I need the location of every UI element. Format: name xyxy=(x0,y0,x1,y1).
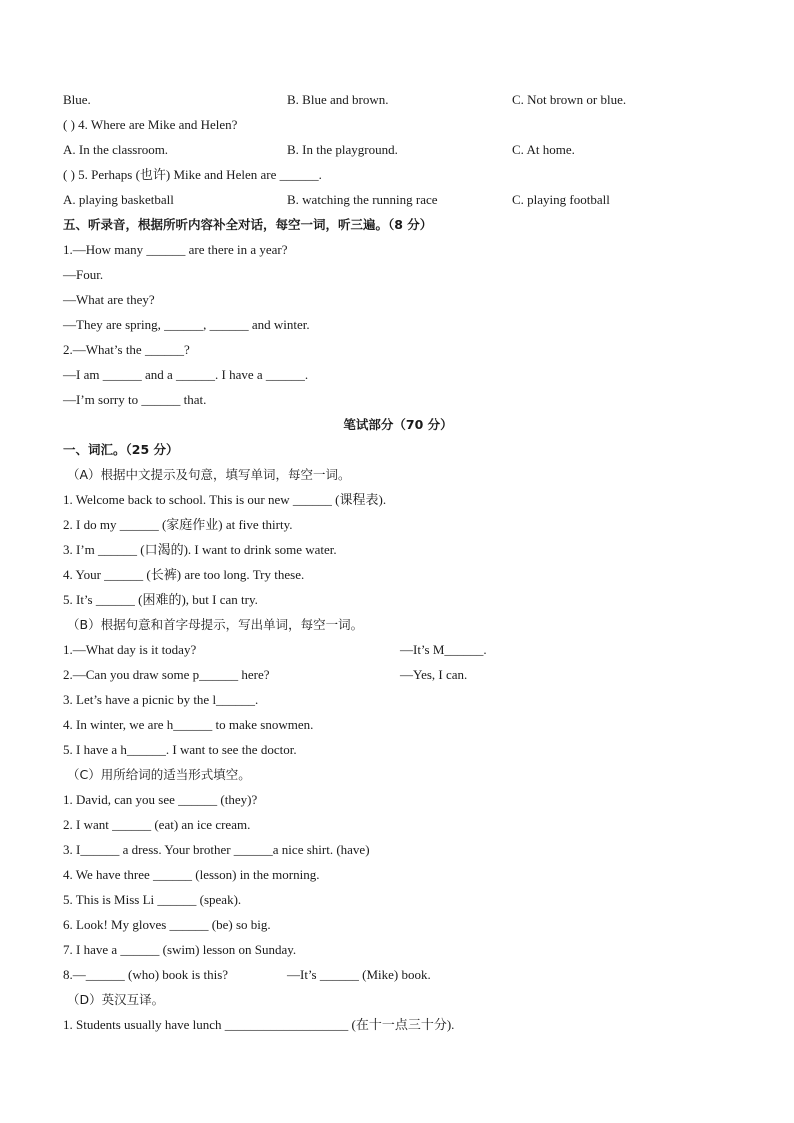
dialog-line: —Four. xyxy=(63,267,104,282)
part-a-title: （A）根据中文提示及句意，填写单词，每空一词。 xyxy=(67,467,351,482)
part-c-title: （C）用所给词的适当形式填空。 xyxy=(67,767,251,782)
part-c-item: 3. I______ a dress. Your brother ______a nice shirt. (have) xyxy=(63,842,370,857)
option-a: A. In the classroom. xyxy=(63,142,169,157)
written-part-title: 笔试部分（70 分） xyxy=(343,417,453,432)
dialog-line: —They are spring, ______, ______ and winter. xyxy=(63,317,310,332)
part-a-item: 5. It’s ______ (困难的), but I can try. xyxy=(63,592,258,607)
part-b-item-1 xyxy=(63,637,733,662)
option-a: Blue. xyxy=(63,92,91,107)
part-b-item: 3. Let’s have a picnic by the l______. xyxy=(63,692,259,707)
dialog-line: 1.—How many ______ are there in a year? xyxy=(63,242,288,257)
part-c-item: 6. Look! My gloves ______ (be) so big. xyxy=(63,917,271,932)
option-b: B. Blue and brown. xyxy=(287,92,389,107)
part-a-item: 3. I’m ______ (口渴的). I want to drink some water. xyxy=(63,542,337,557)
answer-text: —It’s ______ (Mike) book. xyxy=(287,967,431,982)
part-c-item: 5. This is Miss Li ______ (speak). xyxy=(63,892,242,907)
part-b-item: 5. I have a h______. I want to see the doctor. xyxy=(63,742,297,757)
option-c: C. At home. xyxy=(512,142,575,157)
dialog-line: —What are they? xyxy=(63,292,155,307)
answer-text: —Yes, I can. xyxy=(400,667,468,682)
part-c-item: 7. I have a ______ (swim) lesson on Sunday. xyxy=(63,942,297,957)
q4-options xyxy=(63,137,733,162)
dialog-line: —I am ______ and a ______. I have a ______. xyxy=(63,367,309,382)
section-5-title: 五、听录音，根据所听内容补全对话，每空一词，听三遍。（8 分） xyxy=(63,217,433,232)
part-b-item-2 xyxy=(63,662,733,687)
part-a-item: 2. I do my ______ (家庭作业) at five thirty. xyxy=(63,517,293,532)
question-5: ( ) 5. Perhaps (也许) Mike and Helen are ______. xyxy=(63,167,322,182)
part-d-item: 1. Students usually have lunch ___________________ (在十一点三十分). xyxy=(63,1017,455,1032)
q3-options xyxy=(63,87,733,112)
option-c: C. playing football xyxy=(512,192,610,207)
vocab-section-title: 一、词汇。（25 分） xyxy=(63,442,179,457)
dialog-line: 2.—What’s the ______? xyxy=(63,342,190,357)
part-d-title: （D）英汉互译。 xyxy=(67,992,165,1007)
option-b: B. In the playground. xyxy=(287,142,398,157)
dialog-line: —I’m sorry to ______ that. xyxy=(63,392,207,407)
part-c-item: 2. I want ______ (eat) an ice cream. xyxy=(63,817,251,832)
question-text: 8.—______ (who) book is this? xyxy=(63,967,229,982)
part-a-item: 1. Welcome back to school. This is our new ______ (课程表). xyxy=(63,492,387,507)
part-b-item: 4. In winter, we are h______ to make snowmen. xyxy=(63,717,314,732)
question-text: 2.—Can you draw some p______ here? xyxy=(63,667,270,682)
answer-text: —It’s M______. xyxy=(400,642,487,657)
question-text: 1.—What day is it today? xyxy=(63,642,197,657)
option-a: A. playing basketball xyxy=(63,192,174,207)
part-a-item: 4. Your ______ (长裤) are too long. Try these. xyxy=(63,567,305,582)
exam-page xyxy=(63,87,733,1037)
part-c-item-8 xyxy=(63,962,733,987)
question-4: ( ) 4. Where are Mike and Helen? xyxy=(63,117,238,132)
option-c: C. Not brown or blue. xyxy=(512,92,627,107)
option-b: B. watching the running race xyxy=(287,192,438,207)
q5-options xyxy=(63,187,733,212)
part-c-item: 1. David, can you see ______ (they)? xyxy=(63,792,258,807)
part-b-title: （B）根据句意和首字母提示，写出单词，每空一词。 xyxy=(67,617,364,632)
part-c-item: 4. We have three ______ (lesson) in the morning. xyxy=(63,867,320,882)
